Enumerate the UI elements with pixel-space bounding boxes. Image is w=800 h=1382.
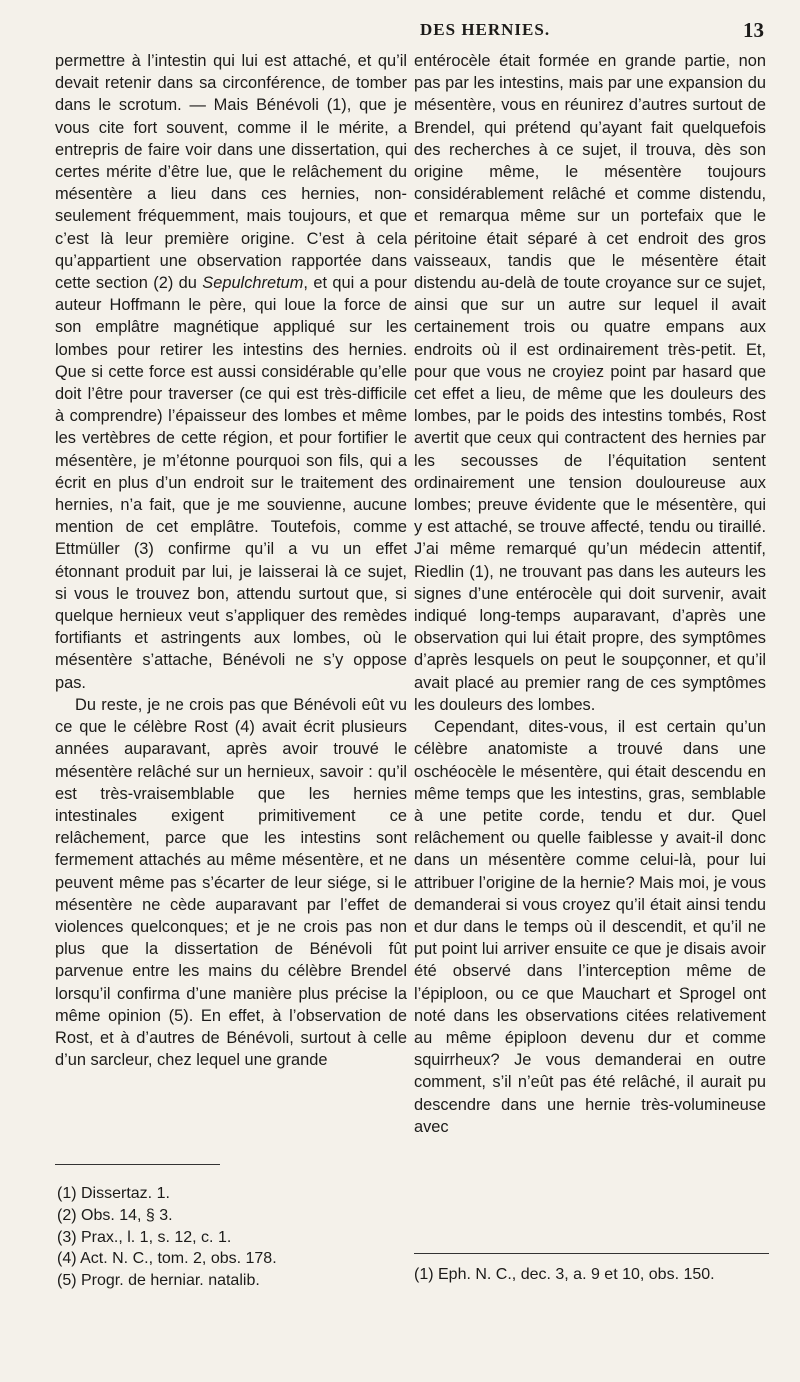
footnote-rule-right [414, 1253, 769, 1254]
footnote: (4) Act. N. C., tom. 2, obs. 178. [57, 1250, 277, 1268]
footnote: (1) Dissertaz. 1. [57, 1185, 170, 1202]
running-title: DES HERNIES. [420, 20, 551, 39]
footnote: (1) Eph. N. C., dec. 3, a. 9 et 10, obs. 150. [414, 1266, 715, 1283]
sepulchretum-title: Sepulchretum [202, 274, 304, 293]
footnotes-right [414, 1264, 769, 1286]
right-paragraph-1: entérocèle était formée en grande partie, non pas par les intestins, mais par une expansion du mésentère, vous en réunirez d’autres surtout de Brendel, qui prétend qu’ayant fait quelquefois des recherches à ce sujet, il trouva, dès son origine même, le mésentère toujours considérablement relâché et comme distendu, et remarqua même sur un portefaix que le péritoine était séparé à cet endroit des gros vaisseaux, tandis que le mésentère était distendu au-delà de toute croyance sur ce sujet, ainsi que sur un autre sur lequel il avait certainement trois ou quatre empans aux endroits où il est ordinairement très-petit. Et, pour que vous ne croyiez point par hasard que cet effet a lieu, de même que les douleurs des lombes, par le poids des intestins tombés, Rost avertit que ceux qui contractent des hernies par les secousses de l’équitation sentent ordinairement une tension douloureuse aux lombes; preuve évidente que le mésentère, qui y est attaché, se trouve affecté, tendu ou tiraillé. J’ai même remarqué qu’un médecin attentif, Riedlin (1), ne trouvant pas dans les auteurs les signes d’une entérocèle qui doit survenir, avait indiqué long-temps auparavant, d’après une observation qui lui était propre, des symptômes d’après lesquels on peut le soupçonner, et qu’il avait placé au premier rang de ces symptômes les douleurs des lombes. [414, 52, 766, 714]
footnote: (5) Progr. de herniar. natalib. [57, 1272, 260, 1290]
footnotes-left [57, 1183, 397, 1292]
left-paragraph-1-text: permettre à l’intestin qui lui est attaché, et qu’il devait retenir dans sa circonférence, de tomber dans le scrotum. — Mais Bénévoli (1), que je vous cite fort souvent, comme il le mérite, a entrepris de faire voir dans une dissertation, qui certes mérite d’être lue, que le relâchement du mésentère a lieu dans ces hernies, non-seulement fréquemment, mais toujours, et que c’est là leur première origine. C’est à cela qu’appartient une observation rapportée dans cette section (2) du [55, 52, 407, 293]
right-paragraph-2: Cependant, dites-vous, il est certain qu’un célèbre anatomiste a trouvé dans une oschéocèle le mésentère, qui était descendu en même temps que les intestins, gras, semblable à une petite corde, tendu et dur. Quel relâchement ou quelle faiblesse y avait-il donc dans un mésentère comme celui-là, pour lui attribuer l’origine de la hernie? Mais moi, je vous demanderai si vous croyez qu’il était ainsi tendu et dur dans le temps où il descendit, et qu’il ne put point lui arriver ensuite ce que je disais avoir été observé dans l’interception même de l’épiploon, ou ce que Mauchart et Sprogel ont noté dans les observations citées relativement au même épiploon devenu dur et comme squirrheux? Je vous demanderai en outre comment, s’il n’eût pas été relâché, il aurait pu descendre dans une hernie très-volumineuse avec [414, 718, 766, 1136]
left-paragraph-1 [55, 50, 407, 694]
page-number: 13 [743, 18, 764, 42]
footnote-rule-left [55, 1164, 220, 1165]
footnote: (2) Obs. 14, § 3. [57, 1206, 173, 1224]
left-column [55, 50, 407, 1071]
footnote: (3) Prax., l. 1, s. 12, c. 1. [57, 1228, 232, 1246]
right-column [414, 50, 766, 1138]
left-paragraph-2: Du reste, je ne crois pas que Bénévoli eût vu ce que le célèbre Rost (4) avait écrit plusieurs années auparavant, après avoir trouvé le mésentère relâché sur un hernieux, savoir : qu’il est très-vraisemblable que les hernies intestinales exigent primitivement ce relâchement, parce que les intestins sont fermement attachés au même mésentère, et ne peuvent même pas s’écarter de leur siége, si le mésentère ne cède auparavant par l’effet de violences quelconques; et je ne crois pas non plus que la dissertation de Bénévoli fût parvenue entre les mains du célèbre Brendel lorsqu’il confirma d’une manière plus précise la même opinion (5). En effet, à l’observation de Rost, et à d’autres de Bénévoli, surtout à celle d’un sarcleur, chez lequel une grande [55, 695, 407, 1070]
left-paragraph-1-text-cont: , et qui a pour auteur Hoffmann le père, qui loue la force de son emplâtre magnétique appliqué sur les lombes pour retirer les intestins des hernies. Que si cette force est aussi considérable qu’elle doit l’être pour traverser (ce qui est très-difficile à comprendre) l’épaisseur des lombes et même les vertèbres de cette région, et pour fortifier le mésentère, je m’étonne pourquoi son fils, qui a écrit en plus d’un endroit sur le traitement des hernies, n’a fait, que je me souvienne, aucune mention de cet emplâtre. Toutefois, comme Ettmüller (3) confirme qu’il a vu un effet étonnant produit par lui, je laisserai là ce sujet, si vous le trouvez bon, attendu surtout que, si quelque hernieux veut s’appliquer des remèdes fortifiants et astringents aux lombes, où le mésentère s’attache, Bénévoli ne s’y oppose pas. [55, 274, 407, 692]
